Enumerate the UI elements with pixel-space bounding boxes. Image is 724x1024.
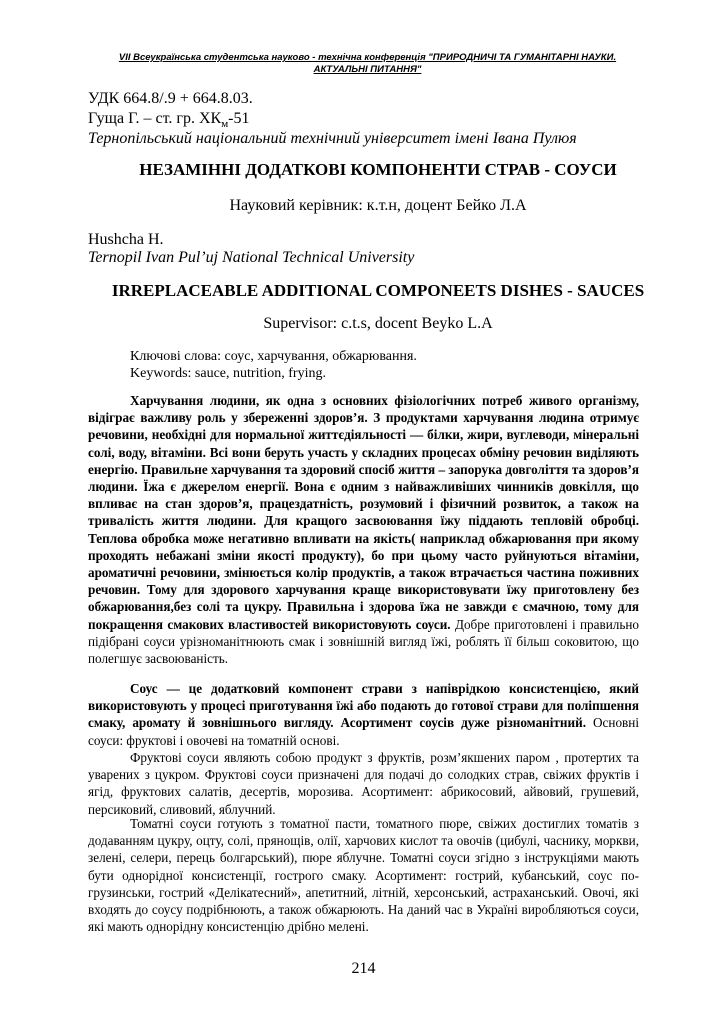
title-en: IRREPLACEABLE ADDITIONAL COMPONEETS DISHES - SAUCES: [111, 281, 645, 300]
page-number: 214: [351, 960, 376, 977]
university-ua: Тернопільський національний технічний університет імені Івана Пулюя: [88, 130, 577, 147]
paragraph-1: [88, 392, 639, 667]
paragraph-1-bold: Харчування людини, як одна з основних фізіологічних потреб живого організму, відіграє важливу роль у збереженні здоров’я. З продуктами харчування людина отримує речовини, необхідні для нормальної життєдіяльності — білки, жири, вуглеводи, мінеральні солі, воду, вітаміни. Всі вони беруть участь у складних процесах обміну речовин виділяють енергію. Правильне харчування та здоровий спосіб життя – запорука довголіття та здоров’я людини. Їжа є джерелом енергії. Вона є одним з найважливіших чинників довкілля, що впливає на стан здоров’я, працездатність, розумовий і фізичний розвиток, а також на тривалість життя людини. Для кращого засвоювання їжу піддають тепловій обробці. Теплова обробка може негативно впливати на якість( наприклад обжарювання при якому проходять небажані зміни якості продукту), бо при цьому часто руйнуються вітаміни, ароматичні речовини, змінюється колір продуктів, а також втрачається частина поживних речовин. Тому для здорового харчування краще використовувати їжу приготовлену без обжарювання,без солі та цукру. Правильна і здорова їжа не завжди є смачною, тому для покращення смакових властивостей використовують соуси.: [88, 393, 639, 632]
paragraph-4-text: Томатні соуси готують з томатної пасти, томатного пюре, свіжих достиглих томатів з додаванням цукру, оцту, солі, прянощів, олії, харчових кислот та овочів (цибулі, часнику, моркви, зелені, селери, перець болгарський), пюре яблучне. Томатні соуси згідно з інструкціями мають бути однорідної консистенції, гострого смаку. Асортимент: гострий, кубанський, соус по-грузинськи, гострий «Делікатесний», апетитний, літній, херсонський, астраханський. Овочі, які входять до соусу подрібнюють, а також обжарюють. На даний час в Україні виробляються соуси, які мають однорідну консистенцію дрібно мелені.: [88, 816, 639, 935]
conference-header: VII Всеукраїнська студентська науково - технічна конференція "ПРИРОДНИЧІ ТА ГУМАНІТАРНІ НАУКИ. АКТУАЛЬНІ ПИТАННЯ": [118, 52, 617, 75]
title-ua: НЕЗАМІННІ ДОДАТКОВІ КОМПОНЕНТИ СТРАВ - СОУСИ: [139, 160, 617, 179]
author-ua-name: Гуща Г. – ст. гр. ХК: [88, 110, 222, 127]
udk-code: УДК 664.8/.9 + 664.8.03.: [88, 90, 253, 107]
paragraph-3-text: Фруктові соуси являють собою продукт з фруктів, розм’якшених паром , протертих та уварених з цукром. Фруктові соуси призначені для подачі до солодких страв, свіжих фруктів і ягід, фруктових салатів, десертів, морозива. Асортимент: абрикосовий, айвовий, грушевий, персиковий, сливовий, яблучний.: [88, 750, 639, 817]
paragraph-2: [88, 680, 639, 749]
paragraph-3: [88, 749, 639, 818]
supervisor-en: Supervisor: c.t.s, docent Beyko L.A: [263, 315, 493, 332]
supervisor-ua: Науковий керівник: к.т.н, доцент Бейко Л.А: [229, 197, 527, 214]
keywords-en: Keywords: sauce, nutrition, frying.: [130, 366, 326, 381]
author-ua: [88, 110, 249, 130]
keywords-ua: Ключові слова: соус, харчування, обжарювання.: [130, 349, 417, 364]
author-ua-subscript: м: [221, 118, 229, 131]
paragraph-2-regular: Основні соуси: фруктові і овочеві на томатній основі.: [88, 715, 639, 748]
university-en: Ternopil Ivan Pul’uj National Technical University: [88, 249, 415, 266]
paragraph-4: [88, 815, 639, 935]
author-en: Hushcha H.: [88, 231, 164, 248]
paragraph-1-regular: Добре приготовлені і правильно підібрані соуси урізноманітнюють смак і зовнішній вигляд їжі, роблять її більш соковитою, що полегшує засвоюваність.: [88, 616, 640, 667]
author-ua-group-tail: -51: [228, 110, 250, 127]
paragraph-2-bold: Соус — це додатковий компонент страви з напіврідкою консистенцією, який використовують у процесі приготування їжі або подають до готової страви для поліпшення смаку, аромату й зовнішнього вигляду. Асортимент соусів дуже різноманітний.: [88, 681, 639, 731]
